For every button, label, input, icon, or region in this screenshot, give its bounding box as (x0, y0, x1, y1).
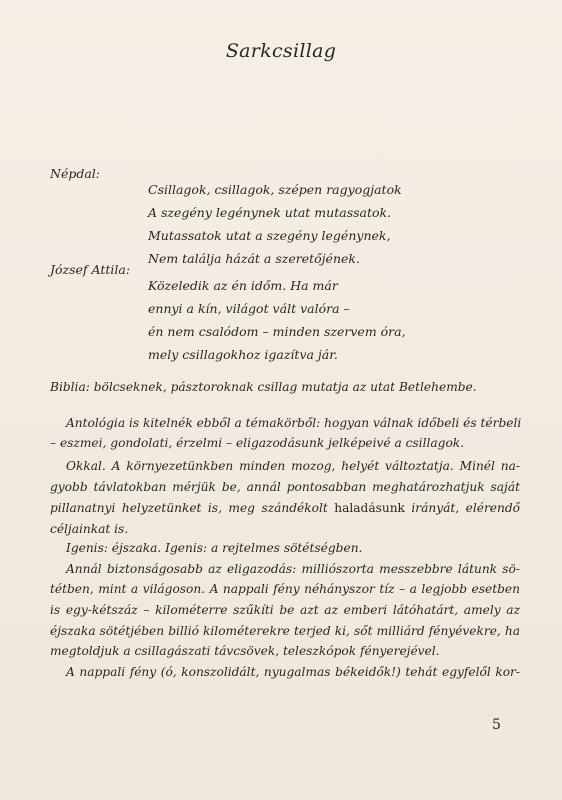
body-line: Igenis: éjszaka. Igenis: a rejtelmes sötétségben. (66, 541, 363, 555)
verse-line: Nem találja házát a szeretőjének. (148, 251, 360, 266)
body-line: Annál biztonságosabb az eligazodás: milliószorta messzebbre látunk sö- (66, 562, 520, 576)
body-line (50, 501, 520, 515)
page-number: 5 (492, 717, 501, 733)
body-text: irányát, elérendő (411, 501, 520, 515)
nepdal-label: Népdal: (50, 166, 100, 181)
verse-line: mely csillagokhoz igazítva jár. (148, 347, 338, 362)
jozsef-verse (148, 274, 406, 366)
verse-line: Csillagok, csillagok, szépen ragyogjatok (148, 182, 402, 197)
body-line: – eszmei, gondolati, érzelmi – eligazodásunk jelképeivé a csillagok. (50, 436, 465, 450)
biblia-quote: Biblia: bölcseknek, pásztoroknak csillag mutatja az utat Betlehembe. (50, 380, 477, 394)
body-line: Okkal. A környezetünkben minden mozog, helyét változtatja. Minél na- (66, 459, 520, 473)
body-text: pillanatnyi helyzetünket is, meg szándékolt (50, 501, 328, 515)
body-line: Antológia is kitelnék ebből a témakörből: hogyan válnak időbeli és térbeli (66, 416, 522, 430)
body-line: tétben, mint a világoson. A nappali fény néhányszor tíz – a legjobb esetben (50, 582, 520, 596)
verse-line: én nem csalódom – minden szervem óra, (148, 324, 406, 339)
body-text: haladásunk (334, 501, 405, 515)
verse-line: Közeledik az én időm. Ha már (148, 278, 338, 293)
body-line: gyobb távlatokban mérjük be, annál pontosabban meghatározhatjuk saját (50, 480, 520, 494)
verse-line: A szegény legénynek utat mutassatok. (148, 205, 392, 220)
verse-line: Mutassatok utat a szegény legénynek, (148, 228, 391, 243)
body-line: éjszaka sötétjében billió kilométerekre terjed ki, sőt milliárd fényévekre, ha (50, 624, 520, 638)
jozsef-label: József Attila: (50, 262, 131, 277)
verse-line: ennyi a kín, világot vált valóra – (148, 301, 350, 316)
body-line: A nappali fény (ó, konszolidált, nyugalmas békeidők!) tehát egyfelől kor- (66, 665, 520, 679)
page-title: Sarkcsillag (225, 40, 337, 62)
nepdal-verse (148, 178, 402, 270)
body-line: céljainkat is. (50, 522, 129, 536)
body-line: is egy-kétszáz – kilométerre szűkíti be azt az emberi látóhatárt, amely az (50, 603, 520, 617)
body-line: megtoldjuk a csillagászati távcsövek, teleszkópok fényerejével. (50, 644, 440, 658)
